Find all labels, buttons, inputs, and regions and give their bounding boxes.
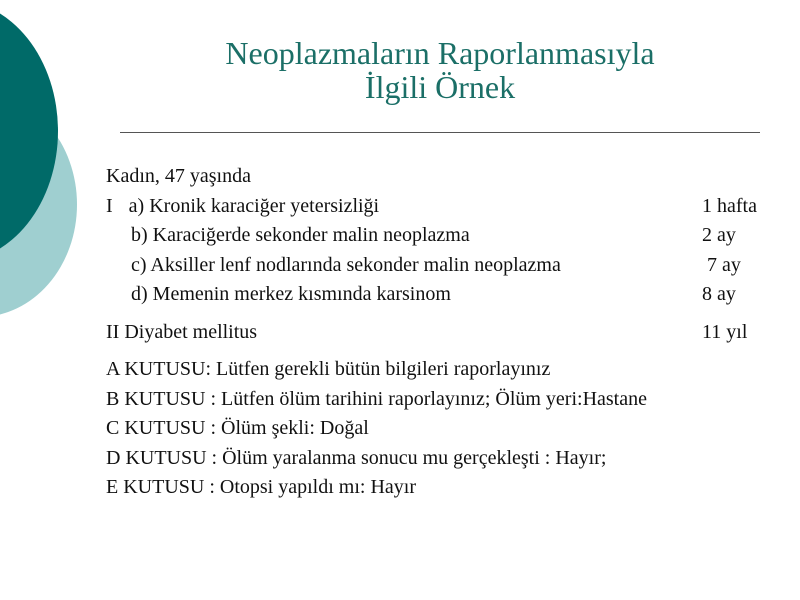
slide-body	[106, 162, 786, 503]
box-d-line	[106, 444, 786, 474]
box-a-text: A KUTUSU: Lütfen gerekli bütün bilgileri raporlayınız	[106, 358, 551, 380]
part2-label: II Diyabet mellitus	[106, 320, 258, 343]
part2-duration: 11 yıl	[702, 320, 748, 343]
cause-duration-a: 1 hafta	[702, 194, 757, 217]
box-b-line	[106, 385, 786, 415]
box-c-line	[106, 414, 786, 444]
cause-label-d: d) Memenin merkez kısmında karsinom	[131, 283, 451, 305]
box-c-text: C KUTUSU : Ölüm şekli: Doğal	[106, 417, 369, 439]
slide-title-line-1: Neoplazmaların Raporlanmasıyla	[225, 35, 655, 71]
box-e-text: E KUTUSU : Otopsi yapıldı mı: Hayır	[106, 476, 416, 498]
cause-line-c	[106, 251, 786, 281]
cause-duration-b: 2 ay	[702, 224, 736, 246]
box-d-text: D KUTUSU : Ölüm yaralanma sonucu mu gerçekleşti : Hayır;	[106, 446, 607, 469]
cause-label-b: b) Karaciğerde sekonder malin neoplazma	[131, 224, 470, 246]
slide-title-line-2: İlgili Örnek	[364, 69, 516, 105]
box-a-line	[106, 355, 786, 385]
cause-label-a: a) Kronik karaciğer yetersizliği	[128, 194, 380, 217]
box-e-line	[106, 473, 786, 503]
box-b-text: B KUTUSU : Lütfen ölüm tarihini raporlayınız; Ölüm yeri:Hastane	[106, 387, 647, 410]
title-divider	[120, 132, 760, 133]
cause-line-b	[106, 221, 786, 251]
slide-title	[120, 36, 760, 104]
part2-line	[106, 318, 786, 348]
part1-numeral: I	[106, 194, 113, 217]
patient-text: Kadın, 47 yaşında	[106, 165, 251, 187]
patient-line	[106, 162, 786, 192]
cause-line-d	[106, 280, 786, 310]
cause-line-a	[106, 192, 786, 222]
cause-duration-d: 8 ay	[702, 283, 736, 305]
cause-label-c: c) Aksiller lenf nodlarında sekonder malin neoplazma	[131, 253, 561, 276]
cause-duration-c: 7 ay	[707, 253, 741, 276]
